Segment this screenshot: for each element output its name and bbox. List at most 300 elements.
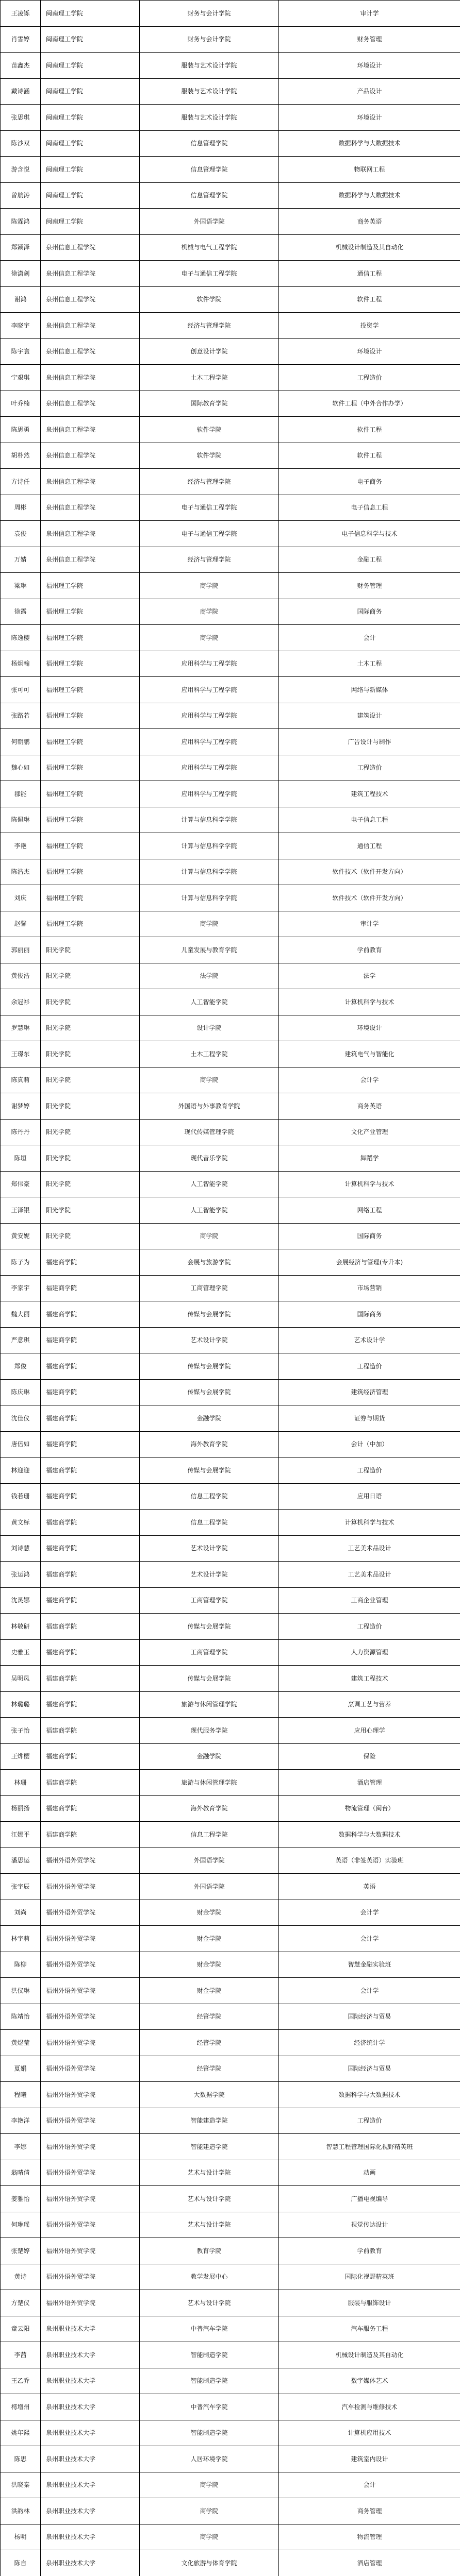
faculty-cell: 财金学院: [140, 1978, 279, 2004]
table-row: [1, 2420, 460, 2446]
school-cell: 福州理工学院: [41, 651, 140, 677]
student-name-cell: 郭丽丽: [1, 937, 41, 963]
table-row: [1, 1848, 460, 1874]
student-name-cell: 陈垣: [1, 1145, 41, 1172]
school-cell: 闽南理工学院: [41, 182, 140, 209]
student-name-cell: 梁琳: [1, 573, 41, 599]
table-row: [1, 677, 460, 703]
school-cell: 福州外语外贸学院: [41, 1900, 140, 1926]
major-cell: 商务英语: [279, 1093, 460, 1120]
student-name-cell: 王泽银: [1, 1197, 41, 1224]
school-cell: 泉州职业技术大学: [41, 2368, 140, 2394]
faculty-cell: 经济与管理学院: [140, 469, 279, 495]
faculty-cell: 艺术设计学院: [140, 1562, 279, 1588]
school-cell: 福州外语外贸学院: [41, 1848, 140, 1874]
faculty-cell: 传媒与会展学院: [140, 1353, 279, 1380]
faculty-cell: 应用科学与工程学院: [140, 781, 279, 807]
school-cell: 福建商学院: [41, 1249, 140, 1276]
faculty-cell: 计算与信息科学学院: [140, 807, 279, 833]
major-cell: 软件工程（中外合作办学）: [279, 391, 460, 417]
student-name-cell: 张路若: [1, 703, 41, 729]
school-cell: 福建商学院: [41, 1770, 140, 1796]
student-name-cell: 洪韵林: [1, 2498, 41, 2524]
student-name-cell: 方楚仪: [1, 2290, 41, 2316]
major-cell: 计算机科学与技术: [279, 1510, 460, 1536]
table-row: [1, 1691, 460, 1718]
faculty-cell: 现代服务学院: [140, 1718, 279, 1744]
student-name-cell: 李艳: [1, 833, 41, 859]
student-name-cell: 姜雅怡: [1, 2186, 41, 2212]
school-cell: 泉州职业技术大学: [41, 2472, 140, 2498]
student-name-cell: 赵馨: [1, 911, 41, 937]
major-cell: 商务英语: [279, 209, 460, 235]
table-row: [1, 625, 460, 651]
school-cell: 福州理工学院: [41, 729, 140, 755]
faculty-cell: 创意设计学院: [140, 338, 279, 365]
faculty-cell: 商学院: [140, 2498, 279, 2524]
school-cell: 泉州职业技术大学: [41, 2550, 140, 2576]
student-name-cell: 陈霖鸿: [1, 209, 41, 235]
major-cell: 建筑电气与智能化: [279, 1041, 460, 1067]
table-row: [1, 885, 460, 911]
student-name-cell: 张运鸿: [1, 1562, 41, 1588]
major-cell: 视觉传达设计: [279, 2212, 460, 2238]
table-row: [1, 2004, 460, 2030]
school-cell: 阳光学院: [41, 1223, 140, 1249]
faculty-cell: 信息管理学院: [140, 130, 279, 157]
table-row: [1, 963, 460, 989]
table-row: [1, 495, 460, 521]
table-row: [1, 859, 460, 885]
major-cell: 通信工程: [279, 261, 460, 287]
major-cell: 国际化视野精英班: [279, 2264, 460, 2290]
major-cell: 汽车服务工程: [279, 2316, 460, 2342]
school-cell: 福州外语外贸学院: [41, 1926, 140, 1952]
school-cell: 泉州信息工程学院: [41, 495, 140, 521]
student-name-cell: 胡朴然: [1, 443, 41, 469]
table-row: [1, 651, 460, 677]
table-row: [1, 1119, 460, 1145]
table-row: [1, 1041, 460, 1067]
student-name-cell: 王乙乔: [1, 2368, 41, 2394]
school-cell: 福州理工学院: [41, 703, 140, 729]
faculty-cell: 电子与通信工程学院: [140, 521, 279, 547]
table-row: [1, 2394, 460, 2420]
faculty-cell: 服装与艺术设计学院: [140, 53, 279, 79]
school-cell: 福州理工学院: [41, 833, 140, 859]
student-name-cell: 陈真莉: [1, 1067, 41, 1093]
table-row: [1, 2342, 460, 2368]
table-row: [1, 1275, 460, 1301]
faculty-cell: 艺术设计学院: [140, 1535, 279, 1562]
student-name-cell: 夏娟: [1, 2056, 41, 2082]
school-cell: 泉州职业技术大学: [41, 2420, 140, 2446]
student-name-cell: 程曦: [1, 2082, 41, 2108]
student-name-cell: 陈思勇: [1, 417, 41, 443]
table-row: [1, 1431, 460, 1458]
student-name-cell: 沈佳仪: [1, 1405, 41, 1432]
student-name-cell: 江娜平: [1, 1822, 41, 1848]
table-row: [1, 209, 460, 235]
school-cell: 福州外语外贸学院: [41, 2238, 140, 2264]
faculty-cell: 旅游与休闲管理学院: [140, 1770, 279, 1796]
table-row: [1, 130, 460, 157]
school-cell: 阳光学院: [41, 1197, 140, 1224]
major-cell: 投资学: [279, 313, 460, 339]
table-row: [1, 2186, 460, 2212]
table-row: [1, 2030, 460, 2056]
table-row: [1, 1978, 460, 2004]
school-cell: 福州理工学院: [41, 677, 140, 703]
faculty-cell: 应用科学与工程学院: [140, 651, 279, 677]
student-name-cell: 游含悦: [1, 157, 41, 183]
student-name-cell: 曾航涛: [1, 182, 41, 209]
table-row: [1, 2316, 460, 2342]
student-name-cell: 王璟东: [1, 1041, 41, 1067]
major-cell: 国际商务: [279, 1223, 460, 1249]
table-row: [1, 2498, 460, 2524]
major-cell: 物流管理: [279, 2524, 460, 2550]
faculty-cell: 财务与会计学院: [140, 1, 279, 27]
faculty-cell: 信息工程学院: [140, 1822, 279, 1848]
major-cell: 软件技术（软件开发方向）: [279, 885, 460, 911]
table-row: [1, 1718, 460, 1744]
school-cell: 福州外语外贸学院: [41, 2212, 140, 2238]
major-cell: 建筑经济管理: [279, 1379, 460, 1405]
table-row: [1, 338, 460, 365]
school-cell: 阳光学院: [41, 1015, 140, 1041]
student-name-cell: 唐倍如: [1, 1431, 41, 1458]
faculty-cell: 文化旅游与体育学院: [140, 2550, 279, 2576]
table-row: [1, 2550, 460, 2576]
school-cell: 福建商学院: [41, 1795, 140, 1822]
table-row: [1, 2290, 460, 2316]
faculty-cell: 经管学院: [140, 2004, 279, 2030]
faculty-cell: 信息管理学院: [140, 157, 279, 183]
student-name-cell: 刘诗慧: [1, 1535, 41, 1562]
table-row: [1, 26, 460, 53]
faculty-cell: 外国语与外事教育学院: [140, 1093, 279, 1120]
major-cell: 环境设计: [279, 53, 460, 79]
major-cell: 数据科学与大数据技术: [279, 1822, 460, 1848]
major-cell: 会计学: [279, 1900, 460, 1926]
table-row: [1, 573, 460, 599]
major-cell: 计算机科学与技术: [279, 1171, 460, 1197]
student-name-cell: 陈庆琳: [1, 1379, 41, 1405]
school-cell: 福州理工学院: [41, 859, 140, 885]
school-cell: 福建商学院: [41, 1405, 140, 1432]
school-cell: 阳光学院: [41, 1067, 140, 1093]
major-cell: 软件技术（软件开发方向）: [279, 859, 460, 885]
major-cell: 物联网工程: [279, 157, 460, 183]
table-row: [1, 365, 460, 391]
faculty-cell: 智能制造学院: [140, 2342, 279, 2368]
student-name-cell: 李茜: [1, 2342, 41, 2368]
major-cell: 保险: [279, 1743, 460, 1770]
student-name-cell: 张子怡: [1, 1718, 41, 1744]
table-row: [1, 937, 460, 963]
faculty-cell: 商学院: [140, 911, 279, 937]
school-cell: 福州外语外贸学院: [41, 2056, 140, 2082]
major-cell: 网络与新媒体: [279, 677, 460, 703]
school-cell: 闽南理工学院: [41, 78, 140, 105]
school-cell: 泉州信息工程学院: [41, 469, 140, 495]
student-name-cell: 林迎迎: [1, 1458, 41, 1484]
student-name-cell: 陈自: [1, 2550, 41, 2576]
major-cell: 学前教育: [279, 2238, 460, 2264]
table-row: [1, 2212, 460, 2238]
school-cell: 福建商学院: [41, 1822, 140, 1848]
student-name-cell: 郡能: [1, 781, 41, 807]
school-cell: 福建商学院: [41, 1483, 140, 1510]
table-row: [1, 2108, 460, 2134]
school-cell: 福州理工学院: [41, 625, 140, 651]
major-cell: 金融工程: [279, 547, 460, 573]
school-cell: 福建商学院: [41, 1666, 140, 1692]
student-name-cell: 何朝鹏: [1, 729, 41, 755]
faculty-cell: 外国语学院: [140, 209, 279, 235]
school-cell: 泉州信息工程学院: [41, 547, 140, 573]
table-row: [1, 2056, 460, 2082]
table-row: [1, 1900, 460, 1926]
table-row: [1, 1587, 460, 1614]
table-row: [1, 1926, 460, 1952]
faculty-cell: 商学院: [140, 625, 279, 651]
student-table-body: [1, 1, 460, 2576]
faculty-cell: 信息管理学院: [140, 182, 279, 209]
school-cell: 福建商学院: [41, 1639, 140, 1666]
school-cell: 福州外语外贸学院: [41, 2264, 140, 2290]
table-row: [1, 1562, 460, 1588]
faculty-cell: 人工智能学院: [140, 989, 279, 1015]
student-name-cell: 宁艰琪: [1, 365, 41, 391]
faculty-cell: 金融学院: [140, 1743, 279, 1770]
school-cell: 泉州职业技术大学: [41, 2342, 140, 2368]
major-cell: 审计学: [279, 911, 460, 937]
major-cell: 会计: [279, 2472, 460, 2498]
student-name-cell: 林璐璐: [1, 1691, 41, 1718]
student-name-cell: 余冠衫: [1, 989, 41, 1015]
faculty-cell: 金融学院: [140, 1405, 279, 1432]
faculty-cell: 软件学院: [140, 443, 279, 469]
major-cell: 软件工程: [279, 443, 460, 469]
school-cell: 阳光学院: [41, 963, 140, 989]
school-cell: 福建商学院: [41, 1562, 140, 1588]
major-cell: 法学: [279, 963, 460, 989]
table-row: [1, 105, 460, 131]
table-row: [1, 234, 460, 261]
school-cell: 福州外语外贸学院: [41, 2290, 140, 2316]
major-cell: 文化产业管理: [279, 1119, 460, 1145]
faculty-cell: 商学院: [140, 599, 279, 625]
school-cell: 泉州信息工程学院: [41, 313, 140, 339]
major-cell: 工艺美术品设计: [279, 1562, 460, 1588]
table-row: [1, 807, 460, 833]
faculty-cell: 设计学院: [140, 1015, 279, 1041]
student-name-cell: 林敬研: [1, 1614, 41, 1640]
school-cell: 福州理工学院: [41, 599, 140, 625]
student-name-cell: 李艳洋: [1, 2108, 41, 2134]
faculty-cell: 经济与管理学院: [140, 547, 279, 573]
table-row: [1, 182, 460, 209]
faculty-cell: 智能制造学院: [140, 2368, 279, 2394]
faculty-cell: 海外教育学院: [140, 1795, 279, 1822]
major-cell: 建筑工程技术: [279, 1666, 460, 1692]
major-cell: 通信工程: [279, 833, 460, 859]
table-row: [1, 1145, 460, 1172]
major-cell: 工程造价: [279, 365, 460, 391]
student-name-cell: 张宇辰: [1, 1874, 41, 1900]
school-cell: 福建商学院: [41, 1353, 140, 1380]
table-row: [1, 1327, 460, 1353]
school-cell: 阳光学院: [41, 937, 140, 963]
school-cell: 泉州信息工程学院: [41, 365, 140, 391]
faculty-cell: 艺术与设计学院: [140, 2290, 279, 2316]
student-name-cell: 黄俊浩: [1, 963, 41, 989]
table-row: [1, 1353, 460, 1380]
major-cell: 电子信息科学与技术: [279, 521, 460, 547]
major-cell: 会计学: [279, 1067, 460, 1093]
faculty-cell: 艺术设计学院: [140, 1327, 279, 1353]
table-row: [1, 1952, 460, 1978]
table-row: [1, 1197, 460, 1224]
table-row: [1, 469, 460, 495]
faculty-cell: 财金学院: [140, 1900, 279, 1926]
student-name-cell: 陈丹丹: [1, 1119, 41, 1145]
major-cell: 英语: [279, 1874, 460, 1900]
student-name-cell: 陈思: [1, 2446, 41, 2472]
table-row: [1, 313, 460, 339]
school-cell: 闽南理工学院: [41, 26, 140, 53]
major-cell: 英语（非签英语）实验班: [279, 1848, 460, 1874]
faculty-cell: 商学院: [140, 573, 279, 599]
faculty-cell: 大数据学院: [140, 2082, 279, 2108]
school-cell: 福建商学院: [41, 1301, 140, 1328]
student-name-cell: 李娜: [1, 2134, 41, 2160]
table-row: [1, 703, 460, 729]
major-cell: 国际经济与贸易: [279, 2004, 460, 2030]
school-cell: 泉州信息工程学院: [41, 443, 140, 469]
faculty-cell: 中普汽车学院: [140, 2316, 279, 2342]
faculty-cell: 服装与艺术设计学院: [140, 105, 279, 131]
table-row: [1, 1405, 460, 1432]
student-name-cell: 叶乔楠: [1, 391, 41, 417]
school-cell: 福州外语外贸学院: [41, 1952, 140, 1978]
school-cell: 福州理工学院: [41, 885, 140, 911]
faculty-cell: 教育学院: [140, 2238, 279, 2264]
major-cell: 会计: [279, 625, 460, 651]
table-row: [1, 1639, 460, 1666]
major-cell: 商务管理: [279, 2498, 460, 2524]
student-name-cell: 翁晴倩: [1, 2160, 41, 2186]
major-cell: 电子信息工程: [279, 495, 460, 521]
major-cell: 市场营销: [279, 1275, 460, 1301]
faculty-cell: 经管学院: [140, 2056, 279, 2082]
student-name-cell: 谢鸿: [1, 286, 41, 313]
student-name-cell: 张可可: [1, 677, 41, 703]
student-name-cell: 刘尚: [1, 1900, 41, 1926]
major-cell: 计算机应用技术: [279, 2420, 460, 2446]
faculty-cell: 软件学院: [140, 286, 279, 313]
faculty-cell: 电子与通信工程学院: [140, 495, 279, 521]
faculty-cell: 智能制造学院: [140, 2420, 279, 2446]
faculty-cell: 人居环境学院: [140, 2446, 279, 2472]
student-name-cell: 杨丽扬: [1, 1795, 41, 1822]
faculty-cell: 服装与艺术设计学院: [140, 78, 279, 105]
table-row: [1, 1223, 460, 1249]
school-cell: 福州外语外贸学院: [41, 2186, 140, 2212]
student-name-cell: 郑伟豪: [1, 1171, 41, 1197]
table-row: [1, 1093, 460, 1120]
school-cell: 泉州信息工程学院: [41, 286, 140, 313]
student-name-cell: 潘思运: [1, 1848, 41, 1874]
school-cell: 福建商学院: [41, 1743, 140, 1770]
major-cell: 汽车检测与维修技术: [279, 2394, 460, 2420]
faculty-cell: 儿童发展与教育学院: [140, 937, 279, 963]
table-row: [1, 547, 460, 573]
school-cell: 泉州职业技术大学: [41, 2446, 140, 2472]
faculty-cell: 机械与电气工程学院: [140, 234, 279, 261]
faculty-cell: 艺术与设计学院: [140, 2186, 279, 2212]
student-name-cell: 魏心如: [1, 755, 41, 781]
student-name-cell: 郑俊: [1, 1353, 41, 1380]
major-cell: 电子商务: [279, 469, 460, 495]
faculty-cell: 传媒与会展学院: [140, 1458, 279, 1484]
major-cell: 计算机科学与技术: [279, 989, 460, 1015]
faculty-cell: 智能建造学院: [140, 2134, 279, 2160]
faculty-cell: 人工智能学院: [140, 1197, 279, 1224]
school-cell: 福建商学院: [41, 1510, 140, 1536]
major-cell: 服装与服饰设计: [279, 2290, 460, 2316]
table-row: [1, 2238, 460, 2264]
student-name-cell: 万婧: [1, 547, 41, 573]
major-cell: 审计学: [279, 1, 460, 27]
table-row: [1, 1795, 460, 1822]
school-cell: 阳光学院: [41, 989, 140, 1015]
major-cell: 数据科学与大数据技术: [279, 130, 460, 157]
table-row: [1, 286, 460, 313]
school-cell: 福州外语外贸学院: [41, 2082, 140, 2108]
faculty-cell: 传媒与会展学院: [140, 1379, 279, 1405]
faculty-cell: 财务与会计学院: [140, 26, 279, 53]
school-cell: 福建商学院: [41, 1535, 140, 1562]
student-name-cell: 洪晓秦: [1, 2472, 41, 2498]
faculty-cell: 外国语学院: [140, 1848, 279, 1874]
student-name-cell: 周彬: [1, 495, 41, 521]
table-row: [1, 755, 460, 781]
school-cell: 福建商学院: [41, 1327, 140, 1353]
major-cell: 舞蹈学: [279, 1145, 460, 1172]
student-name-cell: 黄安妮: [1, 1223, 41, 1249]
faculty-cell: 信息工程学院: [140, 1483, 279, 1510]
major-cell: 电子信息工程: [279, 807, 460, 833]
faculty-cell: 经济与管理学院: [140, 313, 279, 339]
faculty-cell: 商学院: [140, 2472, 279, 2498]
student-name-cell: 杨明: [1, 2524, 41, 2550]
school-cell: 泉州信息工程学院: [41, 234, 140, 261]
table-row: [1, 2264, 460, 2290]
table-row: [1, 443, 460, 469]
student-name-cell: 史雅玉: [1, 1639, 41, 1666]
table-row: [1, 2368, 460, 2394]
school-cell: 泉州职业技术大学: [41, 2498, 140, 2524]
student-name-cell: 谢梦婷: [1, 1093, 41, 1120]
table-row: [1, 1301, 460, 1328]
student-name-cell: 李晓宇: [1, 313, 41, 339]
student-name-cell: 黄诗: [1, 2264, 41, 2290]
table-row: [1, 781, 460, 807]
school-cell: 福州外语外贸学院: [41, 1978, 140, 2004]
